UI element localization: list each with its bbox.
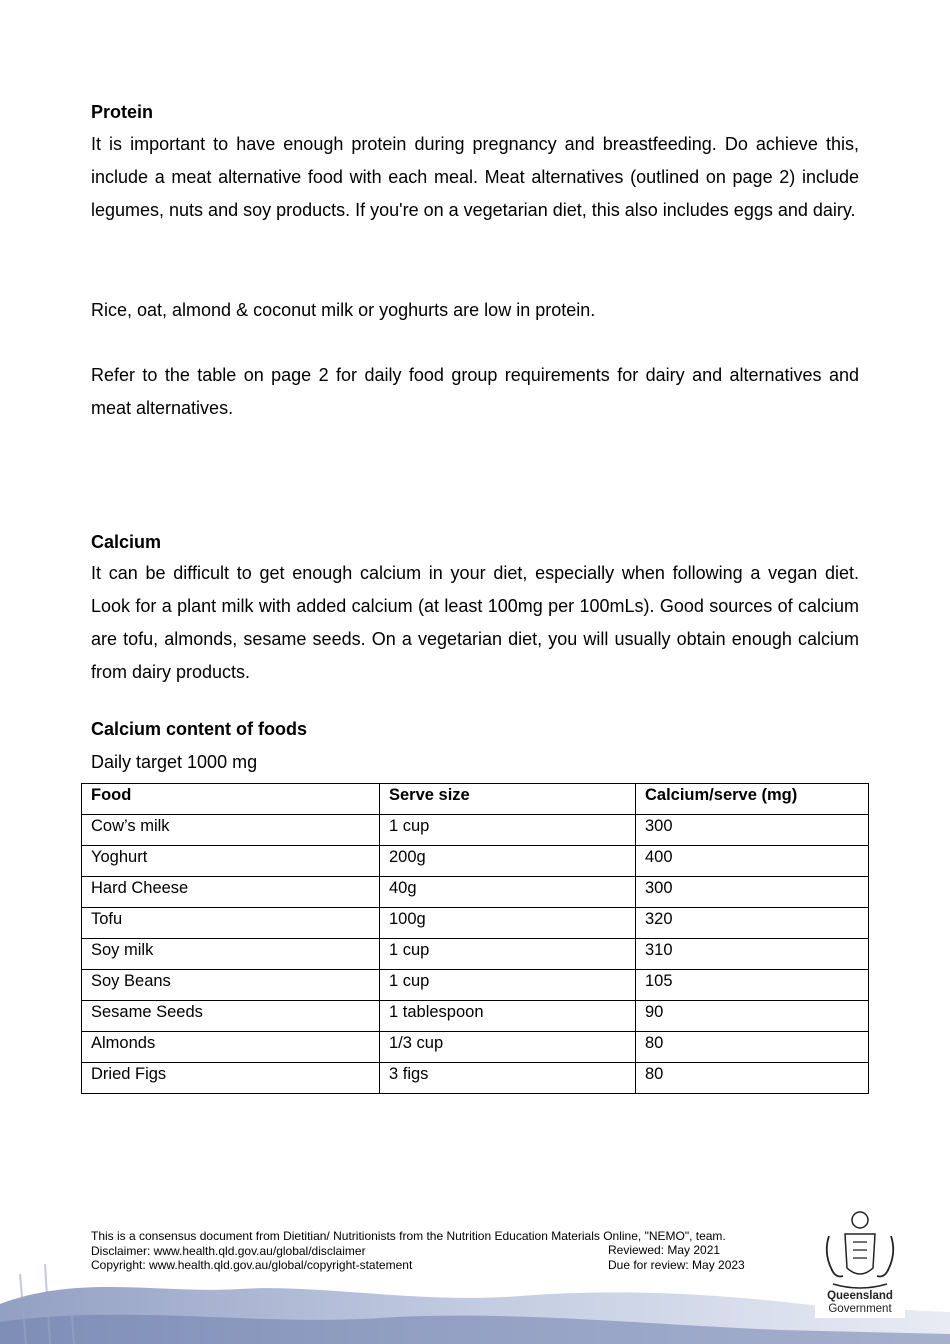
calcium-cell: 80 [636, 1063, 869, 1094]
food-cell: Soy milk [82, 939, 380, 970]
serve-cell: 1 cup [380, 815, 636, 846]
table-row [82, 815, 869, 846]
serve-cell: 1 tablespoon [380, 1001, 636, 1032]
food-cell: Yoghurt [82, 846, 380, 877]
food-cell: Sesame Seeds [82, 1001, 380, 1032]
table-row [82, 970, 869, 1001]
serve-cell: 1 cup [380, 970, 636, 1001]
serve-cell: 40g [380, 877, 636, 908]
calcium-cell: 320 [636, 908, 869, 939]
calcium-cell: 400 [636, 846, 869, 877]
calcium-cell: 310 [636, 939, 869, 970]
calcium-paragraph: It can be difficult to get enough calcium in your diet, especially when following a vegan diet. Look for a plant milk with added calcium (at least 100mg per 100mLs). Good sources of calcium are tofu, almonds, sesame seeds. On a vegetarian diet, you will usually obtain enough calcium from dairy products. [91, 563, 859, 682]
queensland-government-logo-text: Queensland Government [827, 1290, 893, 1315]
table-row [82, 1032, 869, 1063]
serve-cell: 100g [380, 908, 636, 939]
serve-cell: 3 figs [380, 1063, 636, 1094]
serve-cell: 200g [380, 846, 636, 877]
food-cell: Tofu [82, 908, 380, 939]
serve-cell: 1 cup [380, 939, 636, 970]
calcium-cell: 90 [636, 1001, 869, 1032]
calcium-cell: 80 [636, 1032, 869, 1063]
food-cell: Dried Figs [82, 1063, 380, 1094]
footer-copyright-link[interactable]: Copyright: www.health.qld.gov.au/global/copyright-statement [91, 1258, 413, 1272]
calcium-table [81, 783, 869, 1094]
calcium-cell: 300 [636, 815, 869, 846]
table-row [82, 1001, 869, 1032]
calcium-table-heading: Calcium content of foods [91, 719, 307, 739]
food-cell: Cow’s milk [82, 815, 380, 846]
table-row [82, 908, 869, 939]
food-cell: Almonds [82, 1032, 380, 1063]
column-header: Serve size [380, 784, 636, 815]
food-cell: Hard Cheese [82, 877, 380, 908]
reviewed-date: Reviewed: May 2021 [608, 1243, 721, 1257]
review-due-date: Due for review: May 2023 [608, 1257, 745, 1272]
serve-cell: 1/3 cup [380, 1032, 636, 1063]
calcium-heading: Calcium [91, 532, 162, 552]
protein-heading: Protein [91, 102, 154, 122]
protein-paragraph: It is important to have enough protein during pregnancy and breastfeeding. Do achieve this, include a meat alternative food with each meal. Meat alternatives (outlined on page 2) include legumes, nuts and soy products. If you're on a vegetarian diet, this also includes eggs and dairy. [91, 134, 859, 220]
footer-review-info [608, 1243, 745, 1272]
table-row [82, 877, 869, 908]
protein-reference: Refer to the table on page 2 for daily food group requirements for dairy and alternatives and meat alternatives. [91, 365, 859, 418]
table-row [82, 939, 869, 970]
daily-target: Daily target 1000 mg [91, 752, 258, 772]
calcium-cell: 300 [636, 877, 869, 908]
food-cell: Soy Beans [82, 970, 380, 1001]
protein-note: Rice, oat, almond & coconut milk or yoghurts are low in protein. [91, 300, 596, 320]
table-row [82, 1063, 869, 1094]
column-header: Food [82, 784, 380, 815]
footer-consensus: This is a consensus document from Dietitian/ Nutritionists from the Nutrition Education Materials Online, "NEMO", team. [91, 1229, 726, 1243]
calcium-cell: 105 [636, 970, 869, 1001]
table-row [82, 846, 869, 877]
column-header: Calcium/serve (mg) [636, 784, 869, 815]
table-header-row [82, 784, 869, 815]
footer-disclaimer-link[interactable]: Disclaimer: www.health.qld.gov.au/global/disclaimer [91, 1243, 366, 1258]
